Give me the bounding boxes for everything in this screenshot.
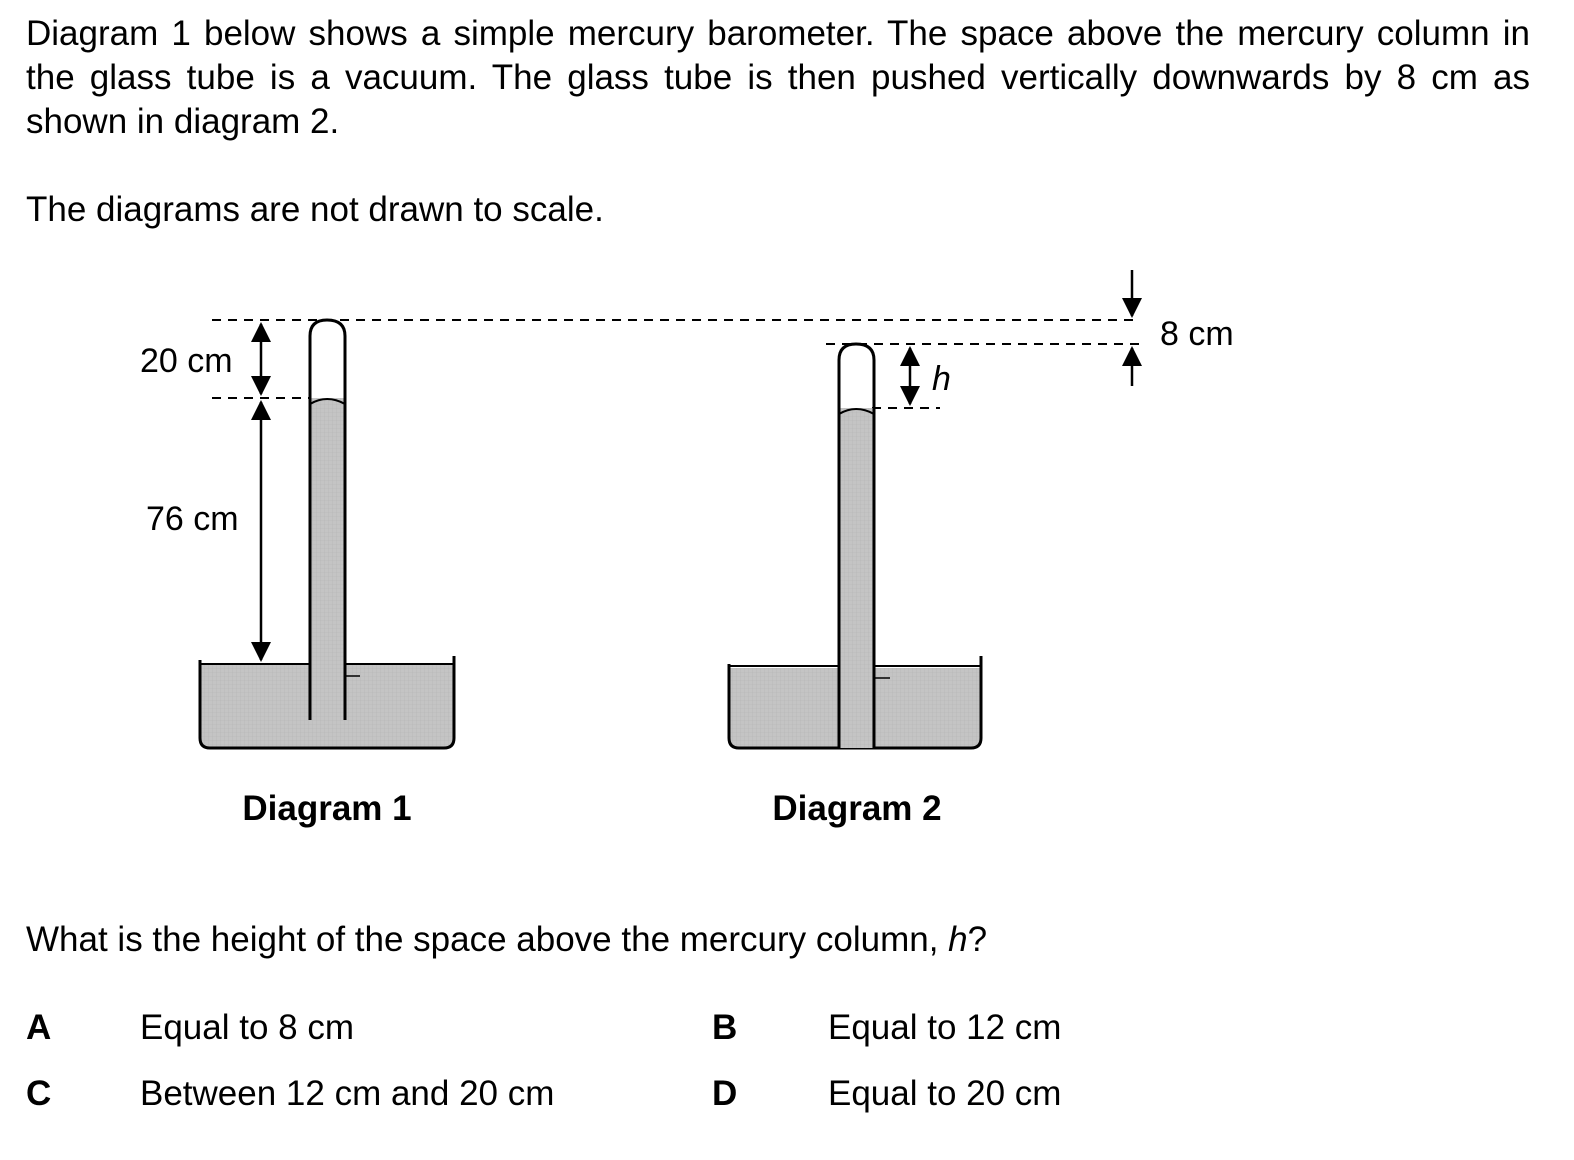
question-variable-h: h [948,920,968,959]
option-c-text[interactable]: Between 12 cm and 20 cm [140,1074,555,1113]
question-intro: Diagram 1 below shows a simple mercury barometer. The space above the mercury column in the glass tube is a vacuum. The glass tube is then pushed vertically downwards by 8 cm as shown in diagram 2. [26,14,1530,141]
diagram2-mercury-column [839,408,874,748]
option-a-text[interactable]: Equal to 8 cm [140,1008,354,1047]
diagram1-barometer [140,320,454,828]
displacement-8cm-indicator [1132,270,1234,386]
label-76cm: 76 cm [146,500,239,538]
diagram1-mercury-column [310,398,345,720]
caption-diagram-1: Diagram 1 [242,789,412,828]
question-mark: ? [967,920,988,959]
label-h: h [932,360,951,398]
question-prompt-text: What is the height of the space above the mercury column, [26,920,949,959]
label-8cm: 8 cm [1160,315,1234,353]
caption-diagram-2: Diagram 2 [772,789,942,828]
option-b-letter[interactable]: B [712,1008,738,1047]
option-d-letter[interactable]: D [712,1074,738,1113]
diagram2-barometer [729,344,981,828]
option-b-text[interactable]: Equal to 12 cm [828,1008,1062,1047]
option-c-letter[interactable]: C [26,1074,52,1113]
option-d-text[interactable]: Equal to 20 cm [828,1074,1062,1113]
barometer-diagrams [0,240,1574,840]
option-a-letter[interactable]: A [26,1008,52,1047]
label-20cm: 20 cm [140,342,233,380]
scale-note: The diagrams are not drawn to scale. [26,190,604,229]
question-prompt [26,918,1326,962]
